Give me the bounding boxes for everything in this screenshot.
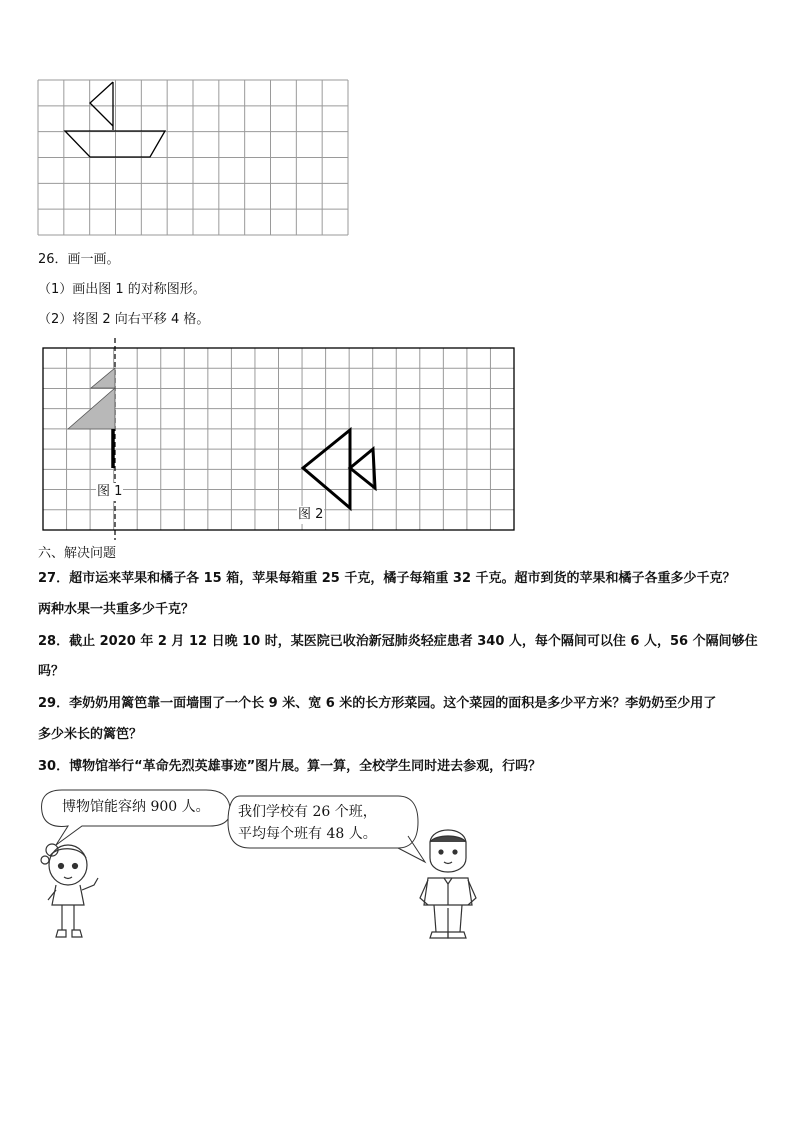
q29-line1: 29．李奶奶用篱笆靠一面墙围了一个长 9 米、宽 6 米的长方形菜园。这个菜园的面积是多少平方米？李奶奶至少用了 <box>38 696 717 711</box>
q27-line1: 27．超市运来苹果和橘子各 15 箱，苹果每箱重 25 千克，橘子每箱重 32 千克。超市到货的苹果和橘子各重多少千克？ <box>38 571 736 586</box>
figure1-label: 图 1 <box>97 484 123 499</box>
q27-line2: 两种水果一共重多少千克？ <box>38 602 195 617</box>
q26-sub1: （1）画出图 1 的对称图形。 <box>38 282 206 297</box>
boy-figure <box>420 830 476 938</box>
girl-speech-text: 博物馆能容纳 900 人。 <box>62 799 210 815</box>
q28-line1: 28．截止 2020 年 2 月 12 日晚 10 时，某医院已收治新冠肺炎轻症患者 340 人，每个隔间可以住 6 人，56 个隔间够住 <box>38 634 758 649</box>
girl-figure <box>41 844 98 937</box>
boy-speech-line1: 我们学校有 26 个班， <box>238 804 377 820</box>
figure2-label: 图 2 <box>298 507 324 522</box>
q29-line2: 多少米长的篱笆？ <box>38 727 143 742</box>
q28-line2: 吗？ <box>38 664 65 679</box>
boy-speech-line2: 平均每个班有 48 人。 <box>238 826 377 842</box>
q26-title: 26．画一画。 <box>38 252 120 267</box>
section-title: 六、解决问题 <box>38 546 117 561</box>
q30-line1: 30．博物馆举行“革命先烈英雄事迹”图片展。算一算，全校学生同时进去参观，行吗？ <box>38 759 542 774</box>
q26-sub2: （2）将图 2 向右平移 4 格。 <box>38 312 210 327</box>
